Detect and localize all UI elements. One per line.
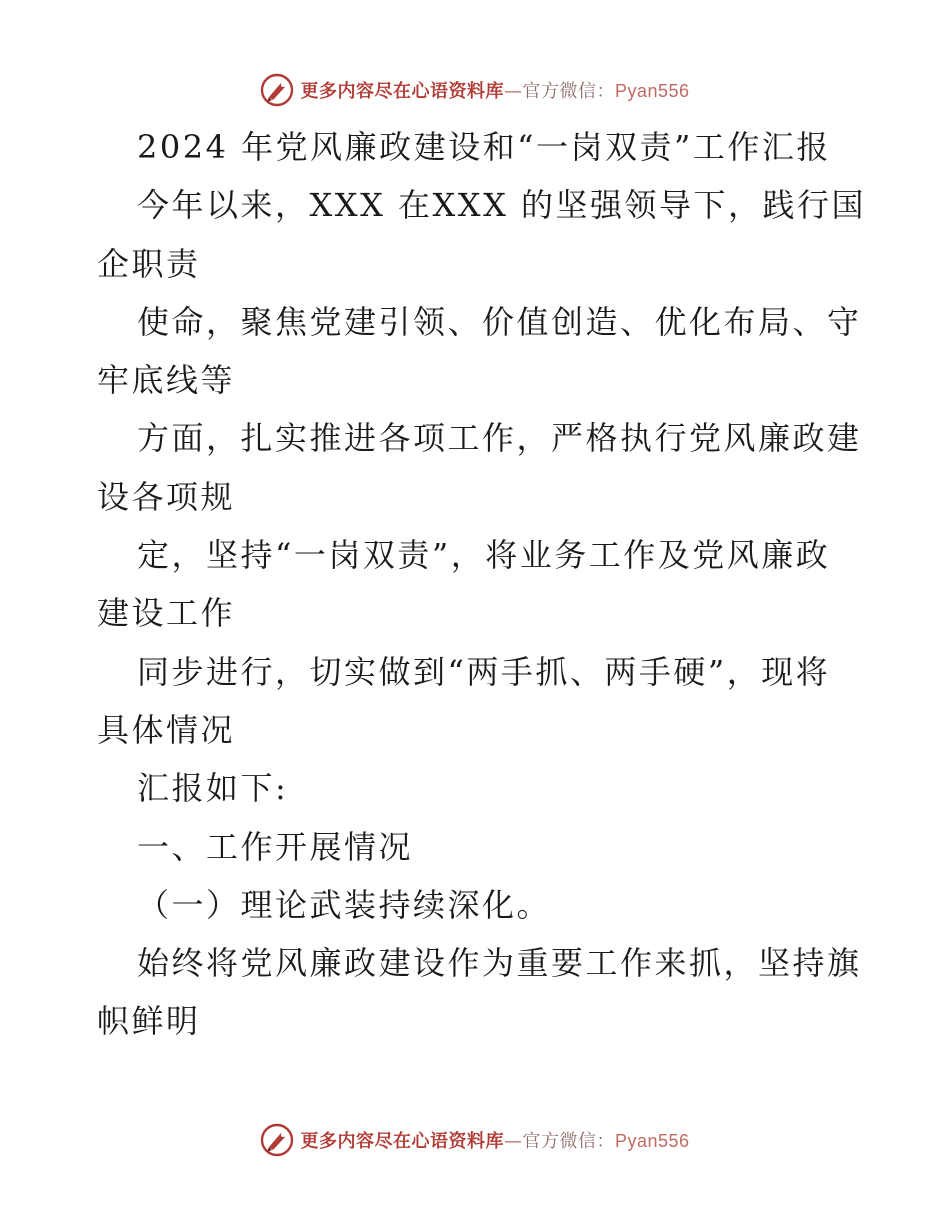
paragraph-line: 同步进行，切实做到“两手抓、两手硬”，现将	[137, 652, 831, 691]
banner-separator: —	[503, 1131, 523, 1152]
banner-label: 官方微信：	[522, 1131, 615, 1152]
paragraph-line: 企职责	[97, 244, 201, 283]
banner-brand: 更多内容尽在心语资料库	[300, 1131, 504, 1152]
paragraph-line: 设各项规	[97, 477, 236, 516]
paragraph-line: 方面，扎实推进各项工作，严格执行党风廉政建	[137, 419, 862, 458]
banner-label: 官方微信：	[522, 81, 615, 102]
paragraph-line: 牢底线等	[97, 361, 236, 400]
header-banner	[0, 70, 950, 110]
paragraph-line: 具体情况	[97, 710, 236, 749]
banner-separator: —	[503, 81, 523, 102]
paragraph-line: 使命，聚焦党建引领、价值创造、优化布局、守	[137, 302, 862, 341]
pen-logo-icon	[260, 1123, 294, 1157]
paragraph-line: 始终将党风廉政建设作为重要工作来抓，坚持旗	[137, 944, 862, 983]
document-title: 2024 年党风廉政建设和“一岗双责”工作汇报	[137, 128, 831, 166]
banner-text	[300, 1127, 689, 1153]
banner-handle: Pyan556	[614, 1131, 690, 1151]
paragraph-line: 帜鲜明	[97, 1002, 201, 1041]
paragraph-line: 汇报如下:	[137, 769, 289, 808]
banner-text	[300, 77, 689, 103]
paragraph-line: 今年以来，XXX 在XXX 的坚强领导下，践行国	[137, 186, 867, 225]
document-body	[97, 118, 867, 1051]
footer-banner	[0, 1120, 950, 1160]
banner-brand: 更多内容尽在心语资料库	[300, 81, 504, 102]
pen-logo-icon	[260, 73, 294, 107]
section-heading: 一、工作开展情况	[137, 827, 414, 866]
banner-handle: Pyan556	[614, 81, 690, 101]
subsection-heading: （一）理论武装持续深化。	[137, 885, 552, 924]
paragraph-line: 定，坚持“一岗双责”，将业务工作及党风廉政	[137, 536, 831, 575]
paragraph-line: 建设工作	[97, 594, 236, 633]
